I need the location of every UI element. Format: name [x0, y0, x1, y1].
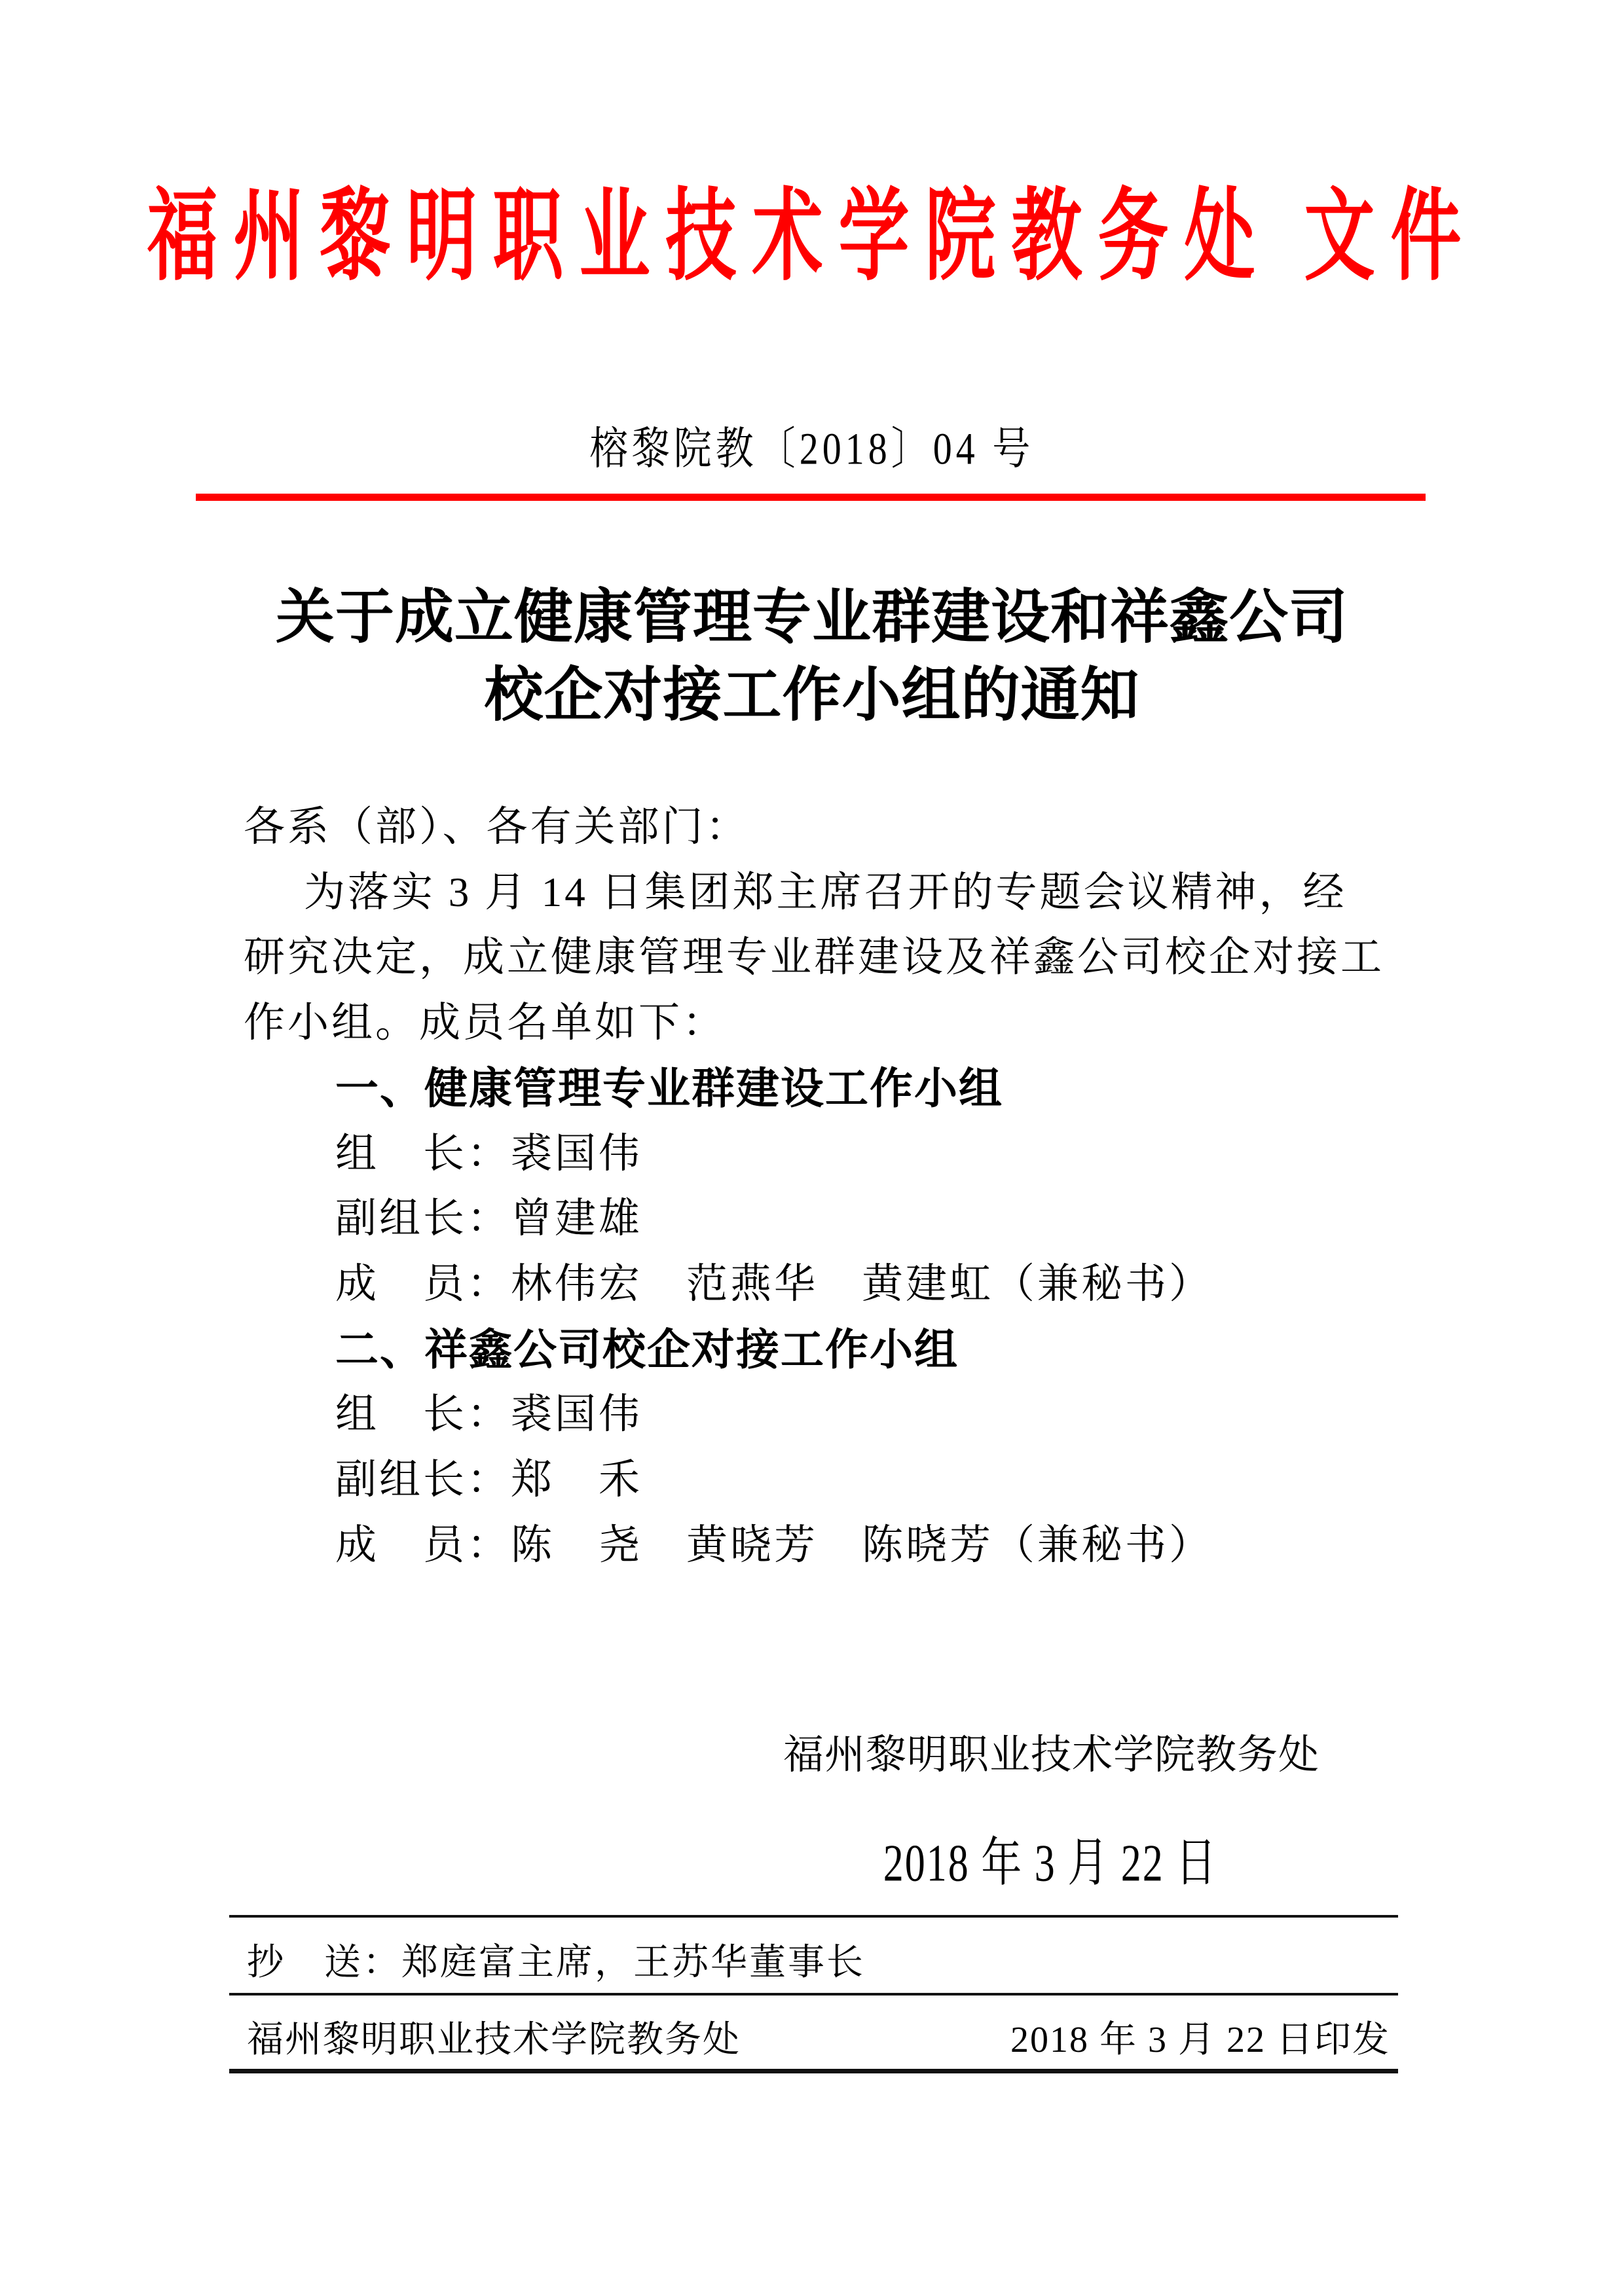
letterhead-org-title: 福州黎明职业技术学院教务处 文件 — [147, 182, 1477, 293]
letterhead — [0, 182, 1624, 293]
group1-heading: 一、健康管理专业群建设工作小组 — [335, 1063, 1003, 1112]
signature-date: 2018 年 3 月 22 日 — [883, 1834, 1218, 1893]
issuer-org: 福州黎明职业技术学院教务处 — [247, 2020, 741, 2060]
document-number: 榕黎院教〔2018〕04 号 — [589, 424, 1035, 474]
notice-title-line1: 关于成立健康管理专业群建设和祥鑫公司 — [276, 585, 1348, 650]
notice-title-line2: 校企对接工作小组的通知 — [484, 663, 1140, 728]
notice-title — [0, 579, 1624, 735]
group1-deputy-line: 副组长：曾建雄 — [335, 1195, 642, 1242]
document-body — [244, 795, 1383, 1578]
group2-members-line: 成 员：陈 尧 黄晓芳 陈晓芳（兼秘书） — [335, 1522, 1213, 1568]
signature-org: 福州黎明职业技术学院教务处 — [783, 1733, 1320, 1777]
print-date: 2018 年 3 月 22 日印发 — [1010, 2020, 1390, 2060]
group2-heading: 二、祥鑫公司校企对接工作小组 — [335, 1324, 959, 1374]
footer-rule-bottom — [229, 2069, 1398, 2073]
group1-leader-line: 组 长：裘国伟 — [335, 1130, 642, 1176]
paragraph-line-3: 作小组。成员名单如下： — [244, 1000, 726, 1046]
group1-members-line: 成 员：林伟宏 范燕华 黄建虹（兼秘书） — [335, 1260, 1213, 1307]
group2-deputy-line: 副组长：郑 禾 — [335, 1457, 642, 1503]
footer-rule-top — [229, 1915, 1398, 1918]
footer-rule-middle — [229, 1993, 1398, 1995]
red-separator-rule — [196, 494, 1426, 501]
group2-leader-line: 组 长：裘国伟 — [335, 1391, 642, 1438]
document-number-row — [0, 424, 1624, 474]
cc-line: 抄 送：郑庭富主席，王苏华董事长 — [247, 1942, 865, 1983]
signature-block — [783, 1733, 1320, 1893]
issuer-row — [247, 2022, 1390, 2058]
paragraph-line-2: 研究决定，成立健康管理专业群建设及祥鑫公司校企对接工 — [244, 934, 1384, 981]
paragraph-line-1: 为落实 3 月 14 日集团郑主席召开的专题会议精神，经 — [304, 869, 1347, 915]
salutation: 各系（部）、各有关部门： — [244, 804, 750, 850]
